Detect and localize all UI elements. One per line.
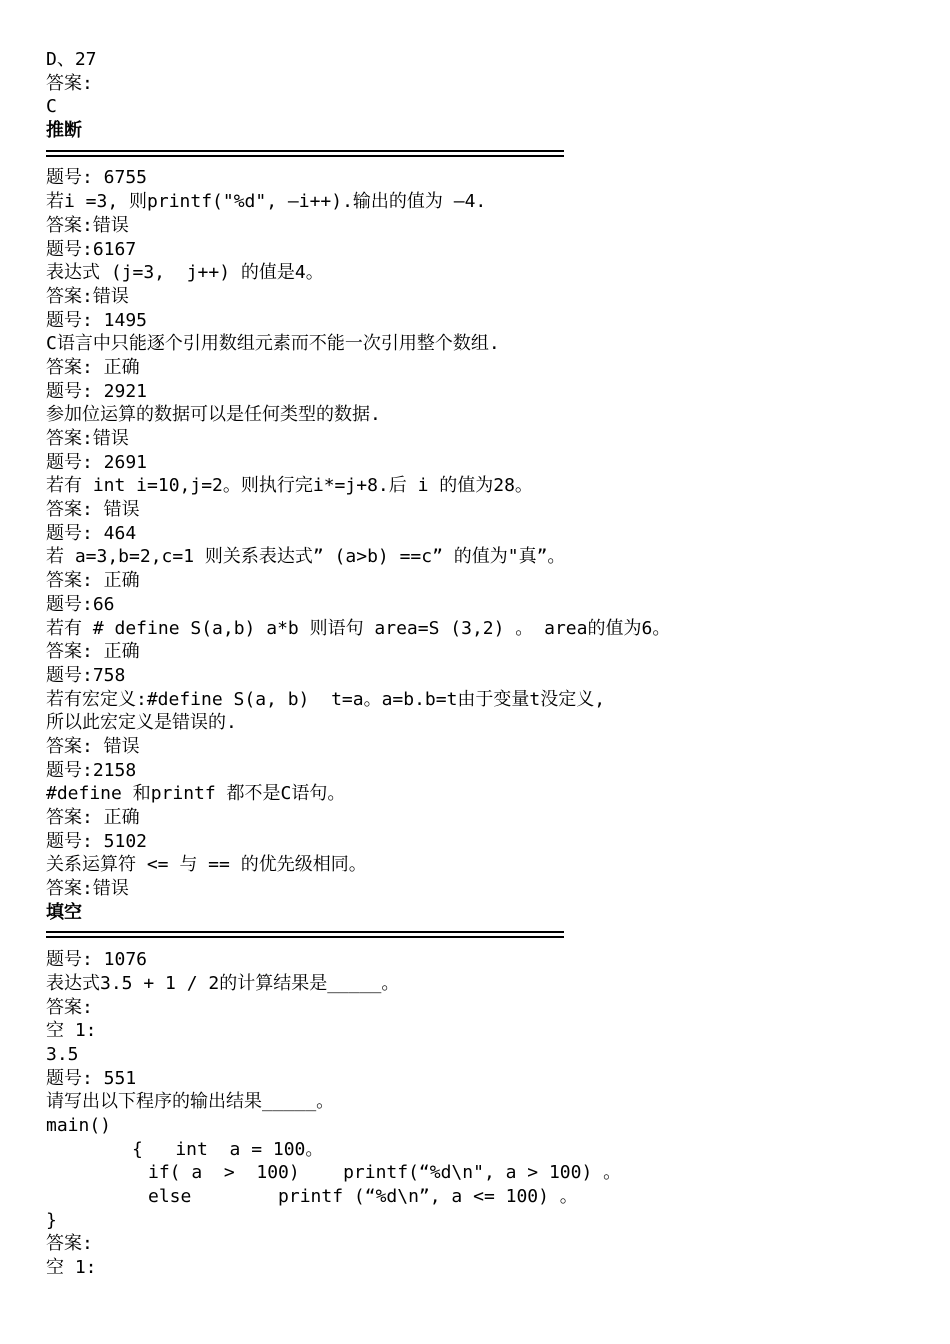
answer-label: 答案: — [46, 1233, 93, 1255]
answer-value: C — [46, 96, 57, 118]
code-line: } — [46, 1209, 57, 1231]
section-title-judge: 推断 — [46, 120, 82, 142]
question-text: 若有 # define S(a,b) a*b 则语句 area=S (3,2) 。 area的值为6。 — [46, 617, 671, 639]
code-line: main() — [46, 1114, 112, 1136]
question-id: 题号:758 — [46, 664, 126, 686]
question-id: 题号: 5102 — [46, 830, 148, 852]
question-answer: 答案: 正确 — [46, 356, 140, 378]
code-line: if( a > 100) printf(“%d\n", a > 100) 。 — [148, 1162, 622, 1184]
question-id: 题号: 464 — [46, 522, 137, 544]
answer-label: 答案: — [46, 996, 93, 1018]
section-divider — [46, 924, 926, 948]
option-d: D、27 — [46, 49, 97, 70]
question-id: 题号: 551 — [46, 1067, 137, 1089]
section-title-fill: 填空 — [46, 901, 82, 923]
blank-label: 空 1: — [46, 1257, 97, 1279]
question-text: 请写出以下程序的输出结果_____。 — [46, 1091, 335, 1113]
code-line: { int a = 100。 — [132, 1138, 324, 1160]
question-text: 若有 int i=10,j=2。则执行完i*=j+8.后 i 的值为28。 — [46, 475, 533, 497]
question-answer: 答案: 错误 — [46, 499, 140, 521]
question-id: 题号:6167 — [46, 238, 137, 260]
blank-value: 3.5 — [46, 1043, 79, 1065]
question-answer: 答案: 正确 — [46, 807, 140, 828]
question-id: 题号:2158 — [46, 759, 137, 781]
question-answer: 答案: 错误 — [46, 735, 140, 757]
blank-label: 空 1: — [46, 1020, 97, 1042]
question-answer: 答案: 正确 — [46, 570, 140, 592]
question-id: 题号: 2921 — [46, 380, 148, 402]
question-text: C语言中只能逐个引用数组元素而不能一次引用整个数组. — [46, 333, 500, 355]
question-text: 参加位运算的数据可以是任何类型的数据. — [46, 404, 381, 426]
question-answer: 答案:错误 — [46, 878, 129, 900]
question-id: 题号: 2691 — [46, 451, 148, 473]
question-text: 表达式 (j=3, j++) 的值是4。 — [46, 262, 324, 284]
question-answer: 答案:错误 — [46, 428, 129, 449]
question-answer: 答案: 正确 — [46, 641, 140, 663]
question-id: 题号:66 — [46, 593, 115, 615]
question-id: 题号: 1076 — [46, 949, 148, 971]
question-text: 若i =3, 则printf("%d", —i++).输出的值为 —4. — [46, 191, 487, 213]
question-id: 题号: 1495 — [46, 309, 148, 331]
question-text: 若 a=3,b=2,c=1 则关系表达式” (a>b) ==c” 的值为"真”。 — [46, 546, 566, 568]
question-text: 表达式3.5 + 1 / 2的计算结果是_____。 — [46, 972, 400, 994]
question-text: 若有宏定义:#define S(a, b) t=a。a=b.b=t由于变量t没定义, — [46, 688, 606, 710]
section-divider — [46, 143, 926, 167]
question-text-continued: 所以此宏定义是错误的. — [46, 712, 237, 734]
document-page — [46, 48, 926, 1280]
question-id: 题号: 6755 — [46, 167, 148, 189]
code-line: else printf (“%d\n”, a <= 100) 。 — [148, 1186, 578, 1207]
question-text: 关系运算符 <= 与 == 的优先级相同。 — [46, 854, 367, 876]
question-answer: 答案:错误 — [46, 214, 129, 236]
question-text: #define 和printf 都不是C语句。 — [46, 783, 346, 805]
question-answer: 答案:错误 — [46, 285, 129, 307]
answer-label: 答案: — [46, 72, 93, 94]
